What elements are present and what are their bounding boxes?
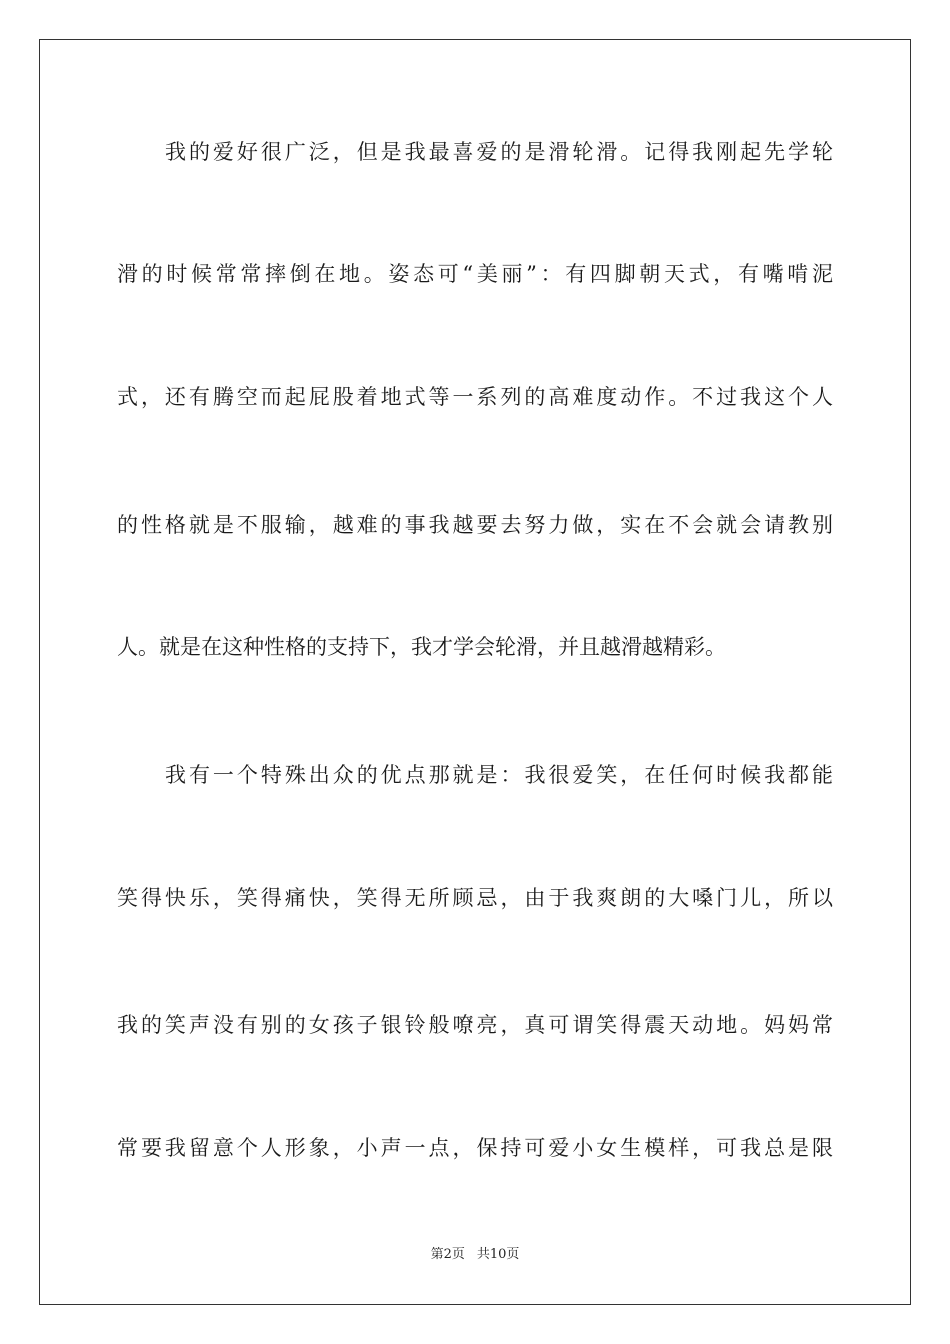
text-line: 滑的时候常常摔倒在地。姿态可“美丽”：有四脚朝天式，有嘴啃泥 [117, 262, 833, 286]
text-line: 我的爱好很广泛，但是我最喜爱的是滑轮滑。记得我刚起先学轮 [165, 140, 833, 164]
page-number: 第2页 [430, 1247, 465, 1262]
text-line: 式，还有腾空而起屁股着地式等一系列的高难度动作。不过我这个人 [117, 385, 833, 409]
page-border [39, 39, 911, 1305]
text-line: 的性格就是不服输，越难的事我越要去努力做，实在不会就会请教别 [117, 513, 833, 537]
text-line: 我有一个特殊出众的优点那就是：我很爱笑，在任何时候我都能 [165, 763, 833, 787]
text-line: 笑得快乐，笑得痛快，笑得无所顾忌，由于我爽朗的大嗓门儿，所以 [117, 886, 833, 910]
text-line: 常要我留意个人形象，小声一点，保持可爱小女生模样，可我总是限 [117, 1136, 833, 1160]
page-footer [0, 1246, 950, 1264]
text-line: 人。就是在这种性格的支持下，我才学会轮滑，并且越滑越精彩。 [117, 635, 726, 659]
page-total: 共10页 [476, 1247, 520, 1262]
text-line: 我的笑声没有别的女孩子银铃般嘹亮，真可谓笑得震天动地。妈妈常 [117, 1013, 833, 1037]
